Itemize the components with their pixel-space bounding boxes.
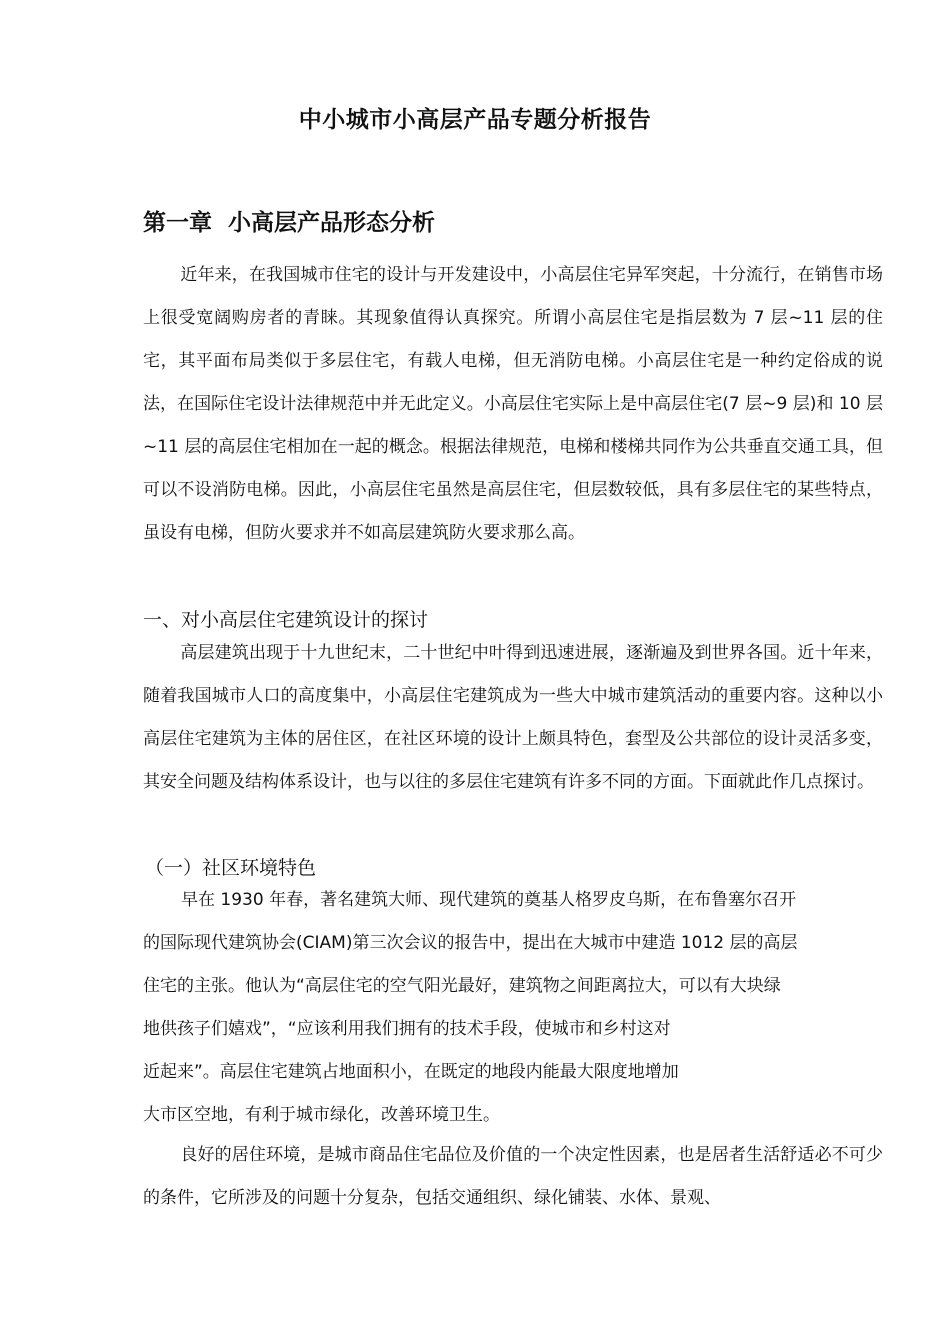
closing-paragraph: 良好的居住环境，是城市商品住宅品位及价值的一个决定性因素，也是居者生活舒适必不可少的条件，它所涉及的问题十分复杂，包括交通组织、绿化铺装、水体、景观、: [143, 1145, 883, 1208]
intro-paragraph: 近年来，在我国城市住宅的设计与开发建设中，小高层住宅异军突起，十分流行，在销售市场上很受宽阔购房者的青睐。其现象值得认真探究。所谓小高层住宅是指层数为 7 层~11 层的住宅，其平面布局类似于多层住宅，有载人电梯，但无消防电梯。小高层住宅是一种约定俗成的说法，在国际住宅设计法律规范中并无此定义。小高层住宅实际上是中高层住宅(7 层~9 层)和 10 层~11 层的高层住宅相加在一起的概念。根据法律规范，电梯和楼梯共同作为公共垂直交通工具，但可以不设消防电梯。因此，小高层住宅虽然是高层住宅，但层数较低，具有多层住宅的某些特点，虽设有电梯，但防火要求并不如高层建筑防火要求那么高。: [143, 265, 883, 543]
body-line: 近起来”。高层住宅建筑占地面积小，在既定的地段内能最大限度地增加: [143, 1062, 679, 1082]
section-heading: 一、对小高层住宅建筑设计的探讨: [143, 609, 429, 631]
chapter-subtitle: 小高层产品形态分析: [228, 210, 435, 236]
subsection-heading: （一）社区环境特色: [145, 857, 317, 879]
body-line: 的国际现代建筑协会(CIAM)第三次会议的报告中，提出在大城市中建造 1012 层的高层: [143, 933, 798, 953]
chapter-heading: [143, 206, 435, 240]
document-title: 中小城市小高层产品专题分析报告: [298, 107, 652, 133]
body-line: 住宅的主张。他认为“高层住宅的空气阳光最好，建筑物之间距离拉大，可以有大块绿: [143, 976, 781, 996]
body-line: 早在 1930 年春，著名建筑大师、现代建筑的奠基人格罗皮乌斯，在布鲁塞尔召开: [181, 890, 797, 910]
chapter-number: 第一章: [143, 210, 212, 236]
body-line: 大市区空地，有利于城市绿化，改善环境卫生。: [143, 1105, 500, 1125]
section-paragraph: 高层建筑出现于十九世纪末，二十世纪中叶得到迅速进展，逐渐遍及到世界各国。近十年来，随着我国城市人口的高度集中，小高层住宅建筑成为一些大中城市建筑活动的重要内容。这种以小高层住宅建筑为主体的居住区，在社区环境的设计上颇具特色，套型及公共部位的设计灵活多变，其安全问题及结构体系设计，也与以往的多层住宅建筑有许多不同的方面。下面就此作几点探讨。: [143, 643, 883, 792]
body-line: 地供孩子们嬉戏”，“应该利用我们拥有的技术手段，使城市和乡村这对: [143, 1019, 671, 1039]
